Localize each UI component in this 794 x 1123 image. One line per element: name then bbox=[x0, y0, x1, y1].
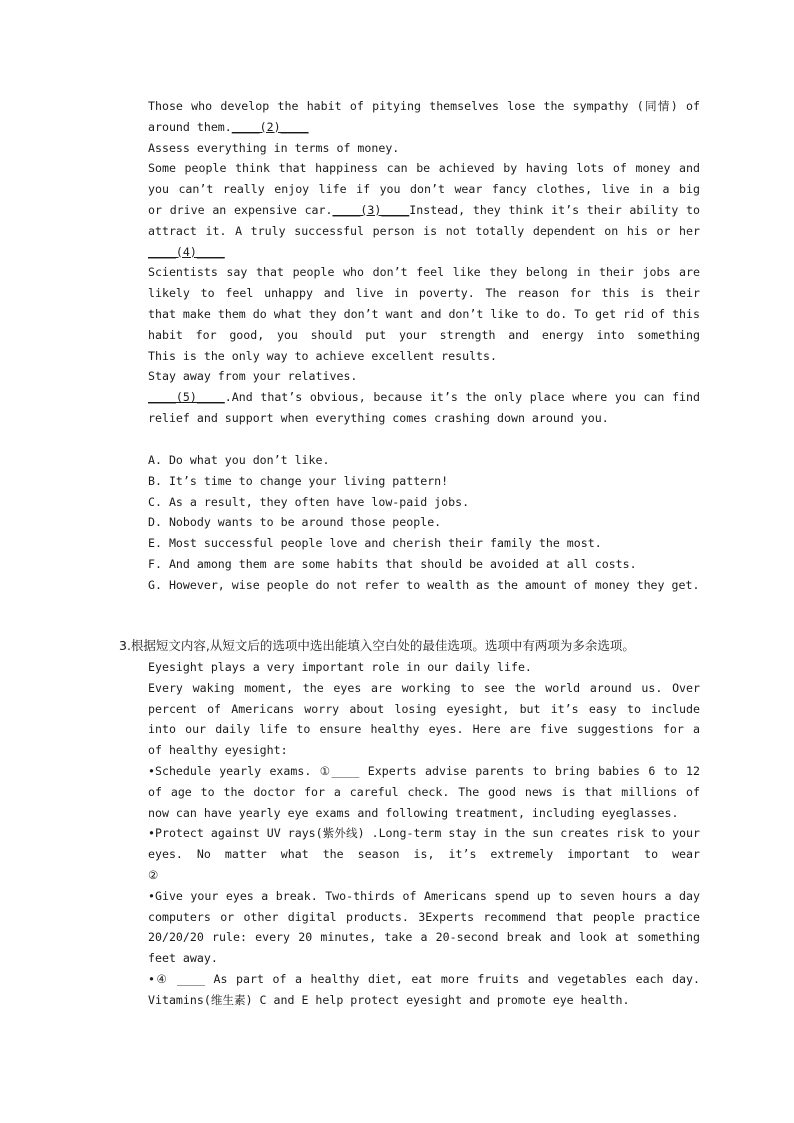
option-d: D. Nobody wants to be around those people. bbox=[148, 515, 442, 530]
line-text: 20/20/20 rule: every 20 minutes, take a 20-second break and look at something bbox=[148, 930, 700, 945]
option-c: C. As a result, they often have low-paid jobs. bbox=[148, 494, 470, 509]
answer-blank[interactable]: ____(2)____ bbox=[231, 119, 309, 134]
line-text: of healthy eyesight: bbox=[148, 743, 288, 758]
answer-blank[interactable]: ____(5)____ bbox=[148, 390, 225, 405]
question-3-line bbox=[148, 740, 700, 761]
question-3-line bbox=[148, 657, 700, 678]
line-text: computers or other digital products. 3Experts recommend that people practice bbox=[148, 909, 700, 924]
question-3-line bbox=[148, 678, 700, 699]
passage-2-line bbox=[148, 179, 700, 200]
line-text: •Schedule yearly exams. ①____ Experts advise parents to bring babies 6 to 12 bbox=[148, 763, 700, 778]
passage-2-line bbox=[148, 242, 700, 263]
line-text: likely to feel unhappy and live in poverty. The reason for this is their bbox=[148, 286, 700, 301]
passage-2-line bbox=[148, 408, 700, 429]
line-text-after-blank: .And that’s obvious, because it’s the only place where you can find bbox=[224, 390, 700, 405]
option-f: F. And among them are some habits that should be avoided at all costs. bbox=[148, 556, 637, 571]
line-text: •④ ____ As part of a healthy diet, eat more fruits and vegetables each day. bbox=[148, 971, 700, 986]
passage-2-line bbox=[148, 262, 700, 283]
question-3-line bbox=[148, 990, 700, 1011]
passage-2-options bbox=[148, 450, 700, 596]
line-text-after-blank: Instead, they think it’s their ability to bbox=[409, 202, 700, 217]
question-3-line bbox=[148, 844, 700, 865]
line-text: into our daily life to ensure healthy eyes. Here are five suggestions for a bbox=[148, 722, 700, 737]
answer-blank[interactable]: ____(3)____ bbox=[332, 202, 410, 217]
passage-2-line bbox=[148, 283, 700, 304]
passage-2-line bbox=[148, 221, 700, 242]
line-text: •Give your eyes a break. Two-thirds of Americans spend up to seven hours a day bbox=[148, 888, 700, 903]
question-3-line bbox=[148, 761, 700, 782]
passage-2-line bbox=[148, 366, 700, 387]
line-text: Vitamins(维生素) C and E help protect eyesight and promote eye health. bbox=[148, 992, 630, 1007]
line-text: relief and support when everything comes crashing down around you. bbox=[148, 410, 609, 425]
line-text: now can have yearly eye exams and following treatment, including eyeglasses. bbox=[148, 805, 679, 820]
passage-2-line bbox=[148, 117, 700, 138]
line-text: Stay away from your relatives. bbox=[148, 369, 358, 384]
question-3-line bbox=[148, 719, 700, 740]
passage-2-line bbox=[148, 387, 700, 408]
line-text: Some people think that happiness can be achieved by having lots of money and bbox=[148, 161, 700, 176]
question-3-line bbox=[148, 969, 700, 990]
line-text: around them. bbox=[148, 119, 232, 134]
passage-2-line bbox=[148, 346, 700, 367]
option-e: E. Most successful people love and cherish their family the most. bbox=[148, 536, 602, 551]
line-text: habit for good, you should put your strength and energy into something bbox=[148, 327, 700, 342]
line-text: Every waking moment, the eyes are working to see the world around us. Over bbox=[148, 680, 700, 695]
line-text: that make them do what they don’t want and don’t like to do. To get rid of this bbox=[148, 306, 700, 321]
question-3-line bbox=[148, 948, 700, 969]
question-3-line bbox=[148, 782, 700, 803]
line-text: you can’t really enjoy life if you don’t wear fancy clothes, live in a big bbox=[148, 182, 700, 197]
option-a: A. Do what you don’t like. bbox=[148, 453, 330, 467]
question-3-line bbox=[148, 886, 700, 907]
option-g: G. However, wise people do not refer to wealth as the amount of money they get. bbox=[148, 577, 700, 592]
option-b: B. It’s time to change your living pattern! bbox=[148, 473, 449, 488]
line-text: Those who develop the habit of pitying themselves lose the sympathy (同情) of bbox=[148, 99, 700, 113]
line-text: percent of Americans worry about losing eyesight, but it’s easy to include bbox=[148, 701, 700, 716]
passage-2-line bbox=[148, 138, 700, 159]
question-3-line bbox=[148, 865, 700, 886]
question-3-line bbox=[148, 803, 700, 824]
passage-2-line bbox=[148, 304, 700, 325]
question-3-heading: 3.根据短文内容,从短文后的选项中选出能填入空白处的最佳选项。选项中有两项为多余选项。 bbox=[119, 638, 635, 653]
line-text: or drive an expensive car. bbox=[148, 202, 333, 217]
question-3-line bbox=[148, 907, 700, 928]
line-text: attract it. A truly successful person is not totally dependent on his or her bbox=[148, 223, 700, 238]
passage-2 bbox=[148, 96, 700, 429]
line-text: Scientists say that people who don’t feel like they belong in their jobs are bbox=[148, 265, 700, 280]
line-text: ② bbox=[148, 867, 159, 882]
question-3-line bbox=[148, 927, 700, 948]
line-text: This is the only way to achieve excellent results. bbox=[148, 348, 498, 363]
passage-2-line bbox=[148, 200, 700, 221]
passage-2-line bbox=[148, 158, 700, 179]
answer-blank[interactable]: ____(4)____ bbox=[148, 244, 225, 259]
line-text: •Protect against UV rays(紫外线) .Long-term stay in the sun creates risk to your bbox=[148, 826, 700, 841]
line-text: of age to the doctor for a careful check. The good news is that millions of bbox=[148, 784, 700, 799]
line-text: Eyesight plays a very important role in our daily life. bbox=[148, 660, 532, 674]
line-text: feet away. bbox=[148, 951, 218, 966]
question-3-passage bbox=[148, 657, 700, 1011]
question-3-line bbox=[148, 823, 700, 844]
question-3-line bbox=[148, 699, 700, 720]
line-text: eyes. No matter what the season is, it’s extremely important to wear bbox=[148, 847, 700, 862]
passage-2-line bbox=[148, 325, 700, 346]
line-text: Assess everything in terms of money. bbox=[148, 140, 400, 155]
passage-2-line bbox=[148, 96, 700, 117]
